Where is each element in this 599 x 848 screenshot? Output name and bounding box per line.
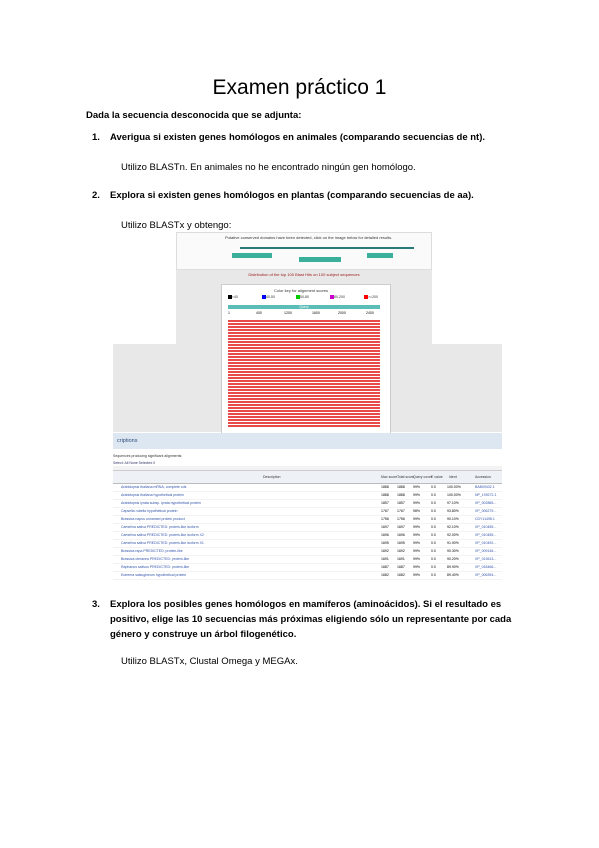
hit-bar[interactable] bbox=[228, 401, 380, 403]
hit-bar[interactable] bbox=[228, 410, 380, 412]
page-title: Examen práctico 1 bbox=[212, 76, 387, 99]
column-header[interactable]: Accession bbox=[475, 475, 491, 479]
blast-graphic bbox=[176, 232, 432, 432]
cell-ident: 90.20% bbox=[447, 557, 459, 561]
cell-total: 1691 bbox=[397, 557, 405, 561]
table-row[interactable] bbox=[113, 508, 502, 516]
column-header[interactable]: E value bbox=[431, 475, 443, 479]
cell-ident: 100.00% bbox=[447, 493, 461, 497]
hit-bar[interactable] bbox=[228, 335, 380, 337]
cell-total: 1697 bbox=[397, 525, 405, 529]
question-number: 1. bbox=[92, 132, 100, 143]
cell-ident: 90.30% bbox=[447, 549, 459, 553]
cell-ident: 100.00% bbox=[447, 485, 461, 489]
hit-bar[interactable] bbox=[228, 338, 380, 340]
cell-total: 1695 bbox=[397, 541, 405, 545]
cell-e: 0.0 bbox=[431, 541, 436, 545]
cell-max: 1888 bbox=[381, 485, 389, 489]
cell-cover: 99% bbox=[413, 533, 421, 537]
hit-bar[interactable] bbox=[228, 344, 380, 346]
cell-desc[interactable]: Camelina sativa PREDICTED: protein-like isoform X2 bbox=[121, 533, 204, 537]
cell-max: 1696 bbox=[381, 533, 389, 537]
cell-max: 1756 bbox=[381, 517, 389, 521]
query-scale bbox=[240, 247, 414, 249]
cell-acc[interactable]: NP_199272.1 bbox=[475, 493, 497, 497]
cell-acc[interactable]: XP_010455... bbox=[475, 533, 497, 537]
cell-cover: 98% bbox=[413, 509, 421, 513]
table-row[interactable] bbox=[113, 532, 502, 540]
intro-text: Dada la secuencia desconocida que se adjunta: bbox=[86, 110, 302, 121]
column-header[interactable]: Ident bbox=[449, 475, 457, 479]
question-text: Explora los posibles genes homólogos en mamíferos (aminoácidos). Si el resultado es positivo, elige las 10 secuencias más próximas eligiendo sólo un representante por cada género y construye un árbol filogenético. bbox=[110, 599, 512, 640]
cell-ident: 89.40% bbox=[447, 573, 459, 577]
axis-tick: 1 bbox=[228, 311, 230, 315]
table-body bbox=[113, 484, 502, 580]
cell-max: 1687 bbox=[381, 565, 389, 569]
cell-acc[interactable]: XP_002865... bbox=[475, 501, 497, 505]
cell-max: 1767 bbox=[381, 509, 389, 513]
hit-bar[interactable] bbox=[228, 326, 380, 328]
descriptions-subtitle: Sequences producing significant alignments: bbox=[113, 454, 183, 458]
table-row[interactable] bbox=[113, 492, 502, 500]
cell-total: 1696 bbox=[397, 533, 405, 537]
conserved-domains-bar bbox=[176, 232, 432, 270]
axis-tick: 400 bbox=[256, 311, 262, 315]
cell-e: 0.0 bbox=[431, 485, 436, 489]
hit-bar[interactable] bbox=[228, 374, 380, 376]
column-header[interactable]: Description bbox=[263, 475, 281, 479]
table-row[interactable] bbox=[113, 556, 502, 564]
cell-desc[interactable]: Arabidopsis thaliana mRNA, complete cds bbox=[121, 485, 187, 489]
question-2 bbox=[92, 188, 514, 203]
cell-ident: 91.90% bbox=[447, 541, 459, 545]
table-row[interactable] bbox=[113, 516, 502, 524]
cell-acc[interactable]: BAB09432.1 bbox=[475, 485, 495, 489]
question-number: 2. bbox=[92, 190, 100, 201]
cell-acc[interactable]: XP_018466... bbox=[475, 565, 497, 569]
descriptions-label: criptions bbox=[117, 438, 138, 444]
hit-bar[interactable] bbox=[228, 371, 380, 373]
cell-total: 1682 bbox=[397, 573, 405, 577]
cell-total: 1888 bbox=[397, 493, 405, 497]
cell-desc[interactable]: Eutrema salsugineum hypothetical protein bbox=[121, 573, 187, 577]
cell-max: 1857 bbox=[381, 501, 389, 505]
cell-acc[interactable]: XP_009146... bbox=[475, 549, 497, 553]
legend-item: 40-50 bbox=[262, 295, 292, 299]
cell-cover: 99% bbox=[413, 573, 421, 577]
cell-cover: 99% bbox=[413, 549, 421, 553]
cell-ident: 90.10% bbox=[447, 517, 459, 521]
table-row[interactable] bbox=[113, 500, 502, 508]
hit-bar[interactable] bbox=[228, 350, 380, 352]
descriptions-header[interactable] bbox=[113, 433, 502, 449]
hit-bar[interactable] bbox=[228, 347, 380, 349]
cell-e: 0.0 bbox=[431, 533, 436, 537]
question-1 bbox=[92, 130, 514, 145]
cell-acc[interactable]: XP_010492... bbox=[475, 541, 497, 545]
descriptions-table bbox=[113, 466, 502, 580]
hit-bar[interactable] bbox=[228, 386, 380, 388]
table-row[interactable] bbox=[113, 548, 502, 556]
hit-bar[interactable] bbox=[228, 380, 380, 382]
select-controls[interactable]: Select: All None Selected 0 bbox=[113, 461, 156, 465]
cell-ident: 92.10% bbox=[447, 525, 459, 529]
cell-ident: 92.00% bbox=[447, 533, 459, 537]
cell-e: 0.0 bbox=[431, 493, 436, 497]
cell-max: 1697 bbox=[381, 525, 389, 529]
question-3 bbox=[92, 597, 514, 642]
cell-e: 0.0 bbox=[431, 501, 436, 505]
axis-tick: 2000 bbox=[338, 311, 346, 315]
hit-bars bbox=[228, 320, 380, 428]
hit-bar[interactable] bbox=[228, 416, 380, 418]
column-header[interactable]: Max score bbox=[381, 475, 398, 479]
cell-cover: 99% bbox=[413, 501, 421, 505]
cell-max: 1682 bbox=[381, 573, 389, 577]
axis-tick: 1200 bbox=[284, 311, 292, 315]
table-row[interactable] bbox=[113, 484, 502, 492]
domain-block bbox=[367, 253, 393, 258]
hit-bar[interactable] bbox=[228, 419, 380, 421]
domain-block bbox=[232, 253, 272, 258]
domains-note: Putative conserved domains have been detected, click on the image below for detailed results. bbox=[225, 235, 393, 240]
cell-total: 1767 bbox=[397, 509, 405, 513]
cell-e: 0.0 bbox=[431, 573, 436, 577]
answer-2: Utilizo BLASTx y obtengo: bbox=[121, 220, 232, 231]
table-row[interactable] bbox=[113, 572, 502, 580]
cell-acc[interactable]: XP_006279... bbox=[475, 509, 497, 513]
cell-acc[interactable]: CDY11498.1 bbox=[475, 517, 495, 521]
cell-e: 0.0 bbox=[431, 509, 436, 513]
hit-bar[interactable] bbox=[228, 392, 380, 394]
alignment-panel bbox=[221, 284, 391, 434]
hit-bar[interactable] bbox=[228, 398, 380, 400]
question-number: 3. bbox=[92, 599, 100, 610]
legend-item: 50-80 bbox=[296, 295, 326, 299]
table-row[interactable] bbox=[113, 524, 502, 532]
legend-item: <40 bbox=[228, 295, 258, 299]
color-legend bbox=[228, 295, 394, 299]
axis-tick: 1600 bbox=[312, 311, 320, 315]
cell-desc[interactable]: Arabidopsis lyrata subsp. lyrata hypothetical protein bbox=[121, 501, 201, 505]
hit-bar[interactable] bbox=[228, 320, 380, 322]
column-header[interactable]: Query cover bbox=[413, 475, 433, 479]
cell-total: 1756 bbox=[397, 517, 405, 521]
answer-3: Utilizo BLASTx, Clustal Omega y MEGAx. bbox=[121, 656, 298, 667]
cell-acc[interactable]: XP_010455... bbox=[475, 525, 497, 529]
cell-cover: 99% bbox=[413, 557, 421, 561]
color-key-title: Color key for alignment scores bbox=[274, 288, 329, 293]
cell-e: 0.0 bbox=[431, 517, 436, 521]
cell-ident: 89.90% bbox=[447, 565, 459, 569]
cell-cover: 99% bbox=[413, 541, 421, 545]
hit-bar[interactable] bbox=[228, 323, 380, 325]
query-bar: Query bbox=[228, 305, 380, 309]
axis-tick: 2400 bbox=[366, 311, 374, 315]
question-text: Averigua si existen genes homólogos en animales (comparando secuencias de nt). bbox=[110, 132, 486, 143]
table-row[interactable] bbox=[113, 564, 502, 572]
cell-desc[interactable]: Brassica rapa PREDICTED: protein-like bbox=[121, 549, 183, 553]
cell-desc[interactable]: Brassica napus unnamed protein product bbox=[121, 517, 185, 521]
legend-item: >=200 bbox=[364, 295, 394, 299]
hit-bar[interactable] bbox=[228, 377, 380, 379]
hit-bar[interactable] bbox=[228, 359, 380, 361]
hit-bar[interactable] bbox=[228, 407, 380, 409]
hit-bar[interactable] bbox=[228, 365, 380, 367]
cell-cover: 99% bbox=[413, 485, 421, 489]
cell-e: 0.0 bbox=[431, 549, 436, 553]
column-header[interactable]: Total score bbox=[397, 475, 414, 479]
hit-bar[interactable] bbox=[228, 389, 380, 391]
hit-bar[interactable] bbox=[228, 329, 380, 331]
hit-bar[interactable] bbox=[228, 341, 380, 343]
hit-bar[interactable] bbox=[228, 395, 380, 397]
cell-ident: 97.10% bbox=[447, 501, 459, 505]
cell-desc[interactable]: Camelina sativa PREDICTED: protein-like isoform X1 bbox=[121, 541, 204, 545]
cell-ident: 93.80% bbox=[447, 509, 459, 513]
cell-total: 1692 bbox=[397, 549, 405, 553]
screenshot-background bbox=[432, 344, 502, 432]
cell-cover: 99% bbox=[413, 493, 421, 497]
cell-cover: 99% bbox=[413, 517, 421, 521]
cell-max: 1888 bbox=[381, 493, 389, 497]
cell-max: 1692 bbox=[381, 549, 389, 553]
answer-1: Utilizo BLASTn. En animales no he encontrado ningún gen homólogo. bbox=[121, 162, 416, 173]
hit-bar[interactable] bbox=[228, 413, 380, 415]
domain-block bbox=[299, 257, 341, 262]
cell-desc[interactable]: Camelina sativa PREDICTED: protein-like isoform bbox=[121, 525, 199, 529]
cell-desc[interactable]: Brassica oleracea PREDICTED: protein-like bbox=[121, 557, 190, 561]
cell-max: 1691 bbox=[381, 557, 389, 561]
cell-e: 0.0 bbox=[431, 565, 436, 569]
hit-bar[interactable] bbox=[228, 332, 380, 334]
table-row[interactable] bbox=[113, 540, 502, 548]
hit-bar[interactable] bbox=[228, 422, 380, 424]
hit-bar[interactable] bbox=[228, 425, 380, 427]
cell-desc[interactable]: Raphanus sativus PREDICTED: protein-like bbox=[121, 565, 190, 569]
hit-bar[interactable] bbox=[228, 362, 380, 364]
cell-max: 1695 bbox=[381, 541, 389, 545]
cell-cover: 99% bbox=[413, 525, 421, 529]
cell-e: 0.0 bbox=[431, 557, 436, 561]
cell-total: 1888 bbox=[397, 485, 405, 489]
cell-acc[interactable]: XP_006394... bbox=[475, 573, 497, 577]
hit-bar[interactable] bbox=[228, 356, 380, 358]
legend-item: 80-200 bbox=[330, 295, 360, 299]
hit-bar[interactable] bbox=[228, 368, 380, 370]
table-header bbox=[113, 471, 502, 484]
hit-bar[interactable] bbox=[228, 383, 380, 385]
screenshot-background bbox=[113, 344, 176, 432]
hit-bar[interactable] bbox=[228, 353, 380, 355]
cell-total: 1857 bbox=[397, 501, 405, 505]
cell-desc[interactable]: Capsella rubella hypothetical protein bbox=[121, 509, 178, 513]
question-text: Explora si existen genes homólogos en plantas (comparando secuencias de aa). bbox=[110, 190, 474, 201]
hit-bar[interactable] bbox=[228, 404, 380, 406]
cell-e: 0.0 bbox=[431, 525, 436, 529]
cell-desc[interactable]: Arabidopsis thaliana hypothetical protein bbox=[121, 493, 184, 497]
cell-acc[interactable]: XP_013613... bbox=[475, 557, 497, 561]
cell-cover: 99% bbox=[413, 565, 421, 569]
cell-total: 1687 bbox=[397, 565, 405, 569]
distribution-title: Distribution of the top 100 Blast Hits on 100 subject sequences bbox=[248, 272, 360, 277]
